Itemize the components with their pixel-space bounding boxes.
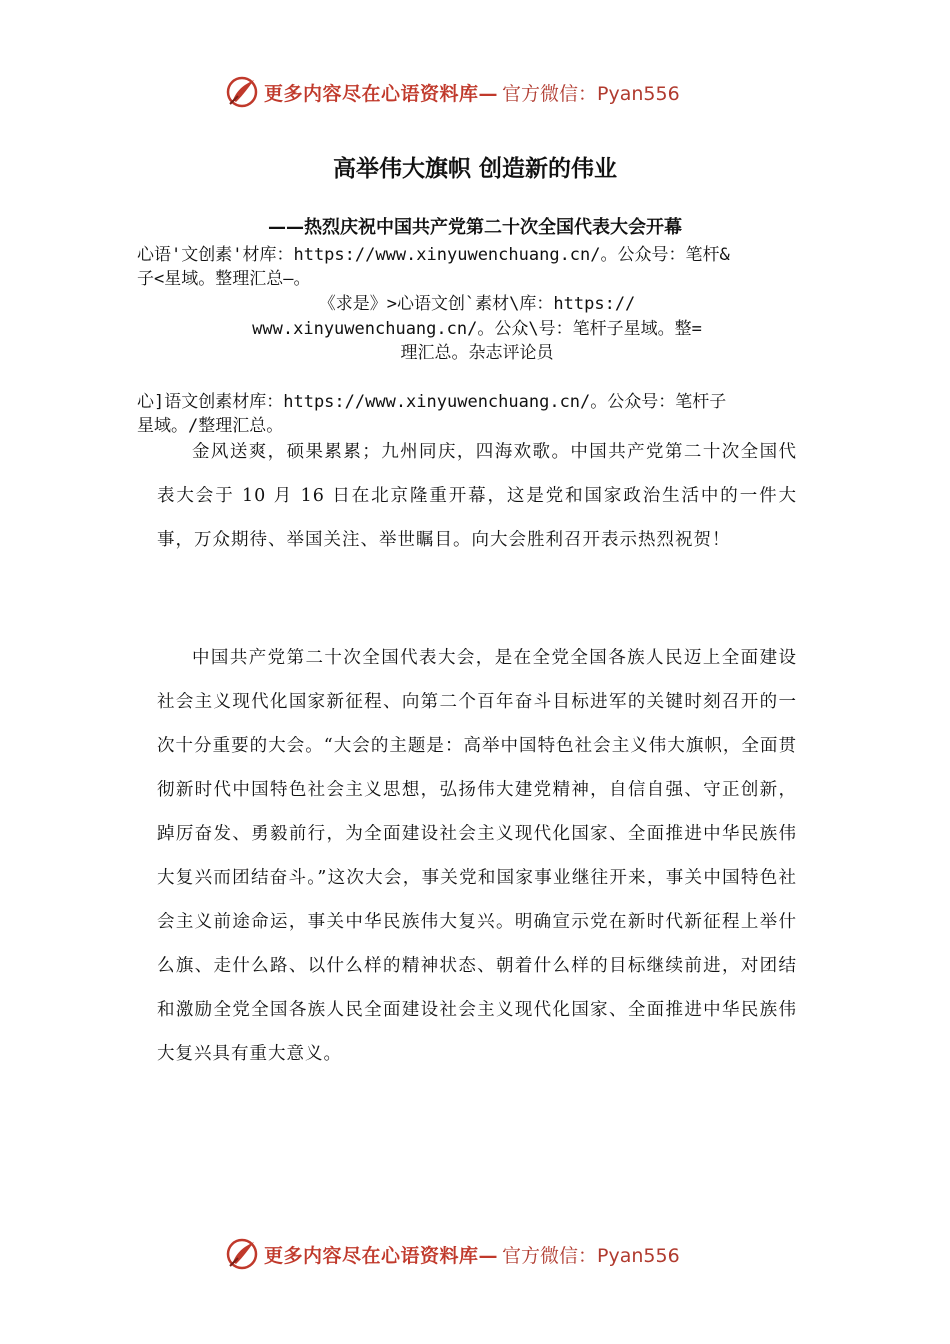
source-note-line: 心语'文创素'材库：https://www.xinyuwenchuang.cn/。公众号：笔杆& [137, 245, 730, 265]
footer-banner [0, 1232, 950, 1276]
source-note-line: 星域。/整理汇总。 [137, 416, 284, 436]
leaf-brush-logo-icon [224, 74, 260, 110]
banner-contact: 官方微信：Pyan556 [502, 1244, 680, 1267]
source-note-line: 《求是》>心语文创`素材\库：https:// [318, 294, 636, 314]
header-banner [0, 70, 950, 114]
banner-tag: 更多内容尽在心语资料库— [264, 1244, 499, 1267]
leaf-brush-logo-icon [224, 1236, 260, 1272]
page-subtitle: ——热烈庆祝中国共产党第二十次全国代表大会开幕 [268, 217, 682, 238]
source-note-line: 心]语文创素材库：https://www.xinyuwenchuang.cn/。公众号：笔杆子 [137, 392, 727, 412]
banner-tag: 更多内容尽在心语资料库— [264, 82, 499, 105]
body-paragraph: 中国共产党第二十次全国代表大会，是在全党全国各族人民迈上全面建设社会主义现代化国家新征程、向第二个百年奋斗目标进军的关键时刻召开的一次十分重要的大会。“大会的主题是：高举中国特色社会主义伟大旗帜，全面贯彻新时代中国特色社会主义思想，弘扬伟大建党精神，自信自强、守正创新，踔厉奋发、勇毅前行，为全面建设社会主义现代化国家、全面推进中华民族伟大复兴而团结奋斗。”这次大会，事关党和国家事业继往开来，事关中国特色社会主义前途命运，事关中华民族伟大复兴。明确宣示党在新时代新征程上举什么旗、走什么路、以什么样的精神状态、朝着什么样的目标继续前进，对团结和激励全党全国各族人民全面建设社会主义现代化国家、全面推进中华民族伟大复兴具有重大意义。 [157, 648, 797, 1064]
source-note-line: www.xinyuwenchuang.cn/。公众\号：笔杆子星域。整= [252, 319, 702, 339]
body-paragraph: 金风送爽，硕果累累；九州同庆，四海欢歌。中国共产党第二十次全国代表大会于 10 月 16 日在北京隆重开幕，这是党和国家政治生活中的一件大事，万众期待、举国关注、举世瞩目。向大会胜利召开表示热烈祝贺！ [157, 442, 797, 550]
page-title: 高举伟大旗帜 创造新的伟业 [332, 156, 617, 182]
banner-contact: 官方微信：Pyan556 [502, 82, 680, 105]
source-note-line: 理汇总。杂志评论员 [400, 343, 554, 363]
source-note-line: 子<星域。整理汇总—。 [137, 269, 311, 289]
